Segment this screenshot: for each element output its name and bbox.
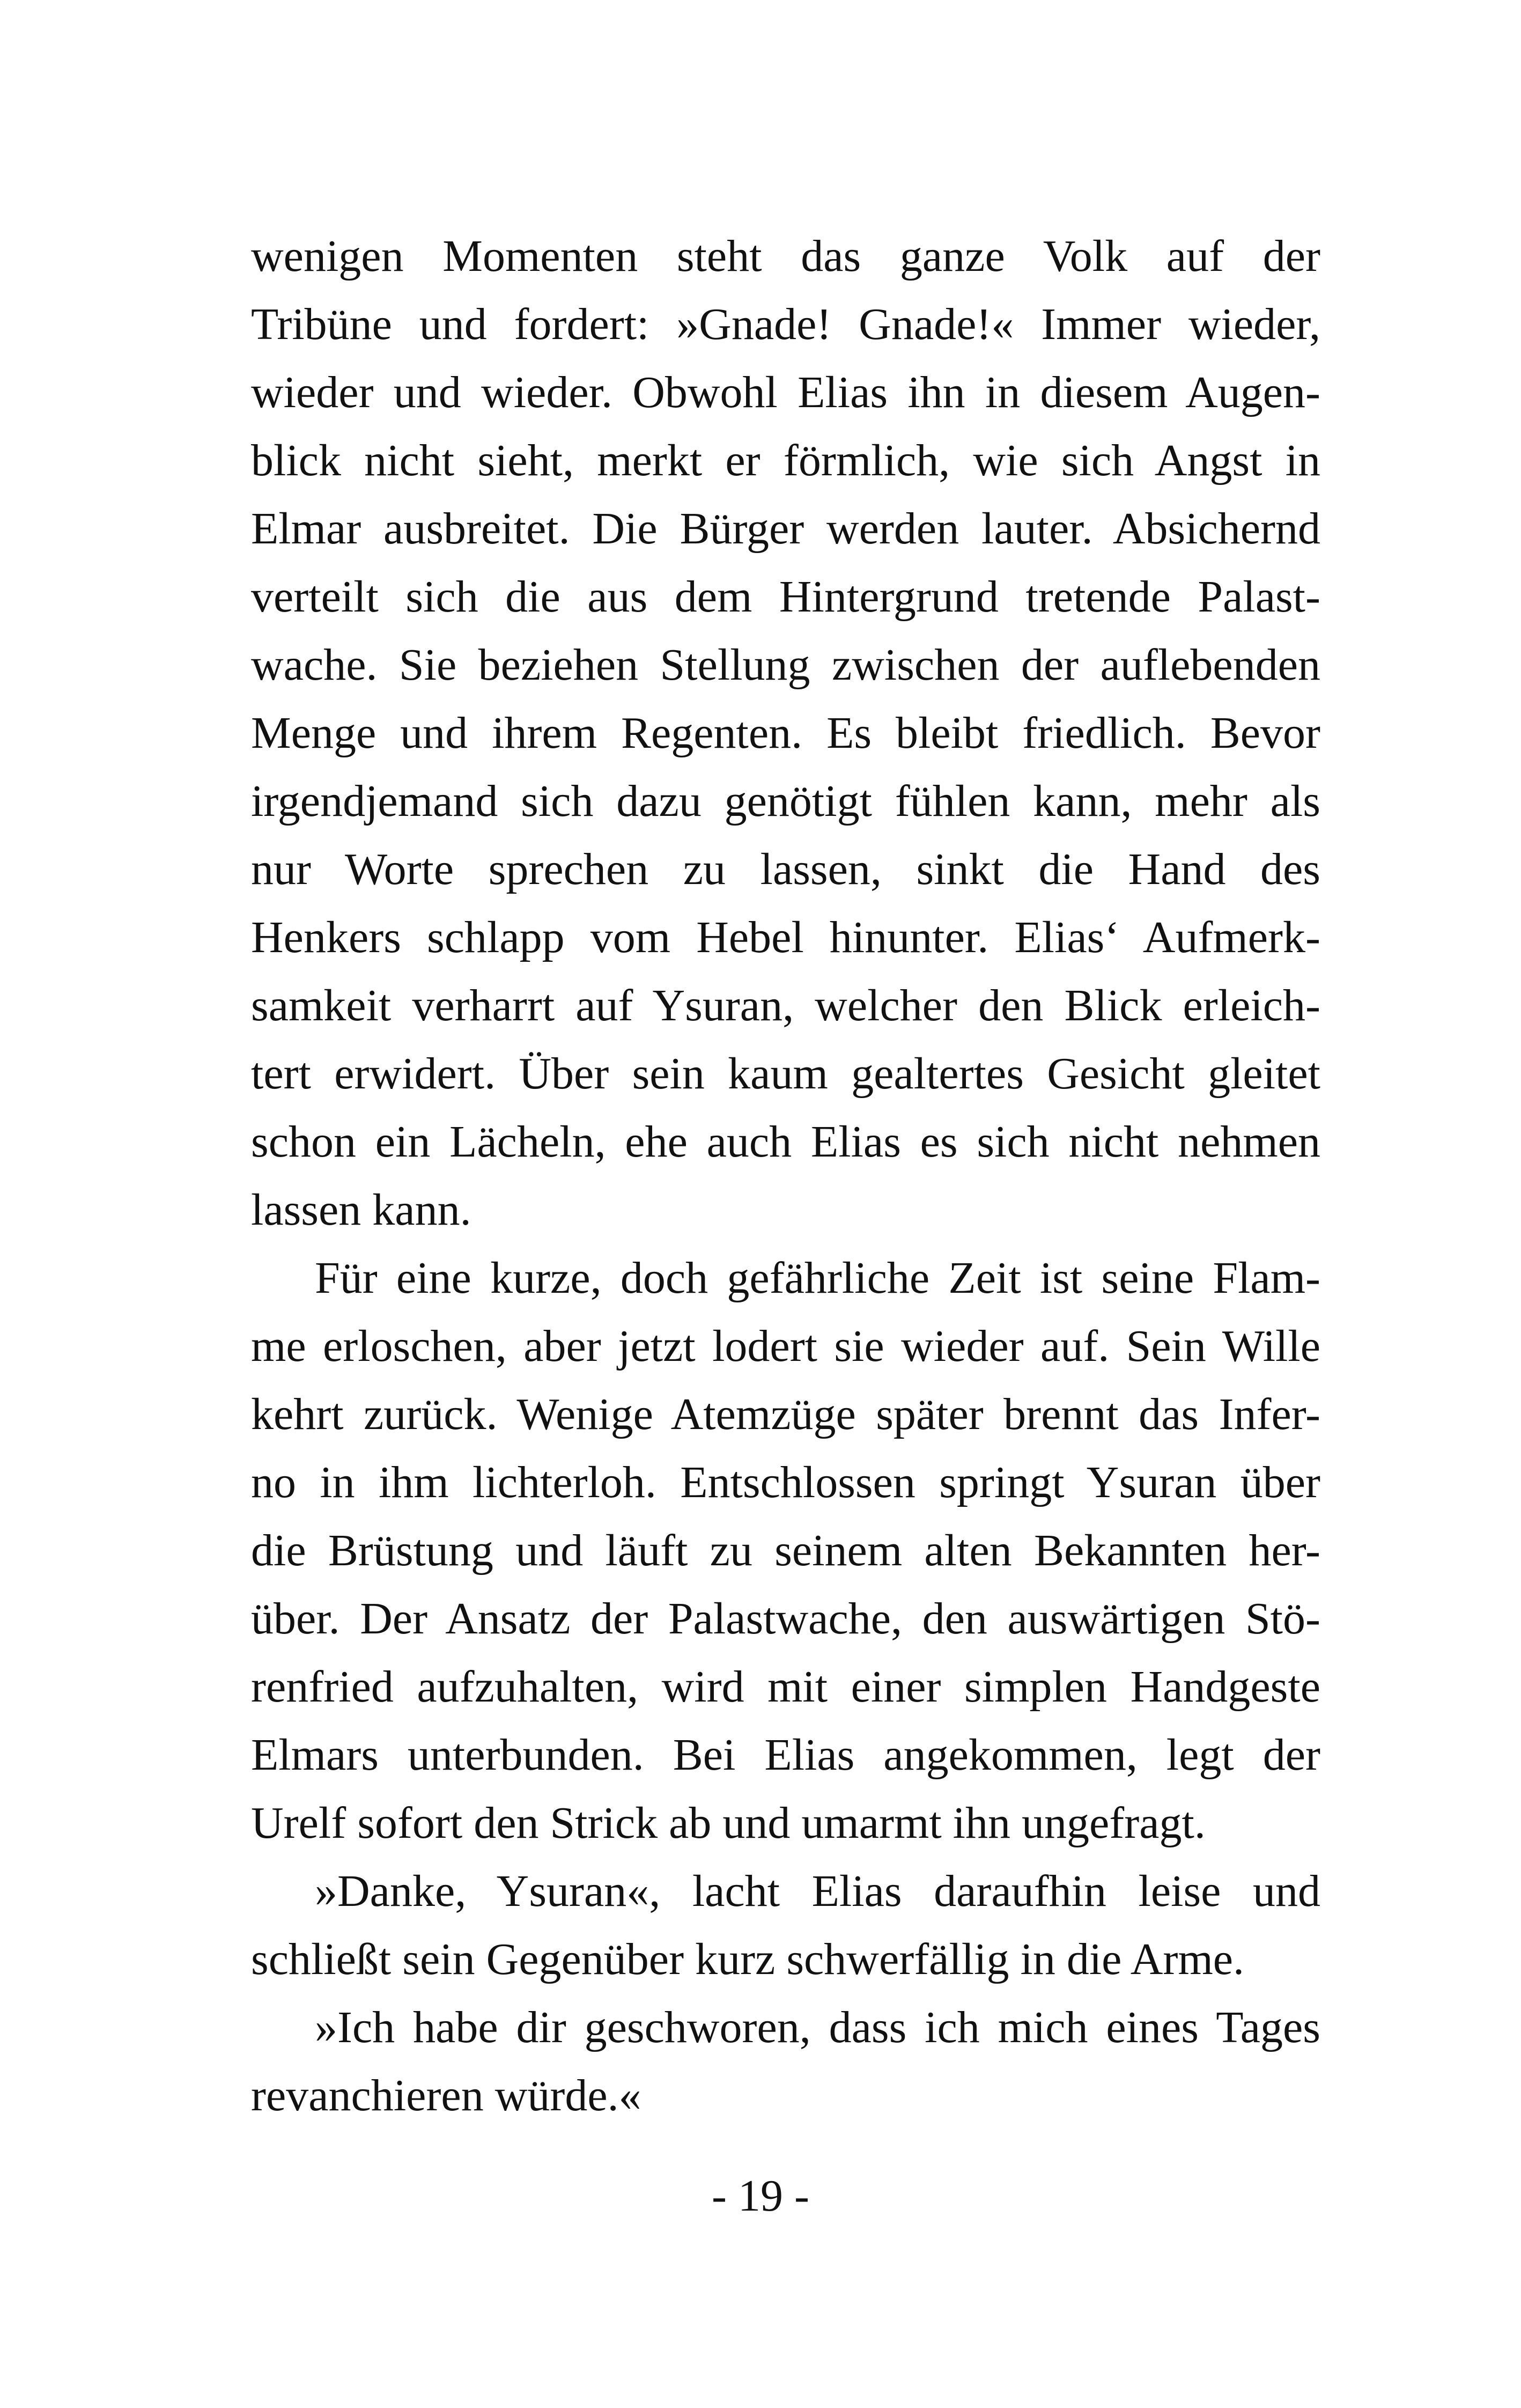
text-line: lassen kann. <box>251 1185 471 1235</box>
text-line: »Ich habe dir geschworen, dass ich mich eines Tages <box>315 2002 1320 2052</box>
paragraph <box>251 1244 1320 1857</box>
text-line: wieder und wieder. Obwohl Elias ihn in diesem Augen- <box>251 367 1320 417</box>
text-line: Elmars unterbunden. Bei Elias angekommen, legt der <box>251 1730 1320 1780</box>
text-line: über. Der Ansatz der Palastwache, den auswärtigen Stö- <box>251 1594 1320 1644</box>
text-line: samkeit verharrt auf Ysuran, welcher den Blick erleich- <box>251 981 1320 1030</box>
text-line: wache. Sie beziehen Stellung zwischen der auflebenden <box>251 640 1320 690</box>
text-line: blick nicht sieht, merkt er förmlich, wie sich Angst in <box>251 436 1320 485</box>
page-number: - 19 - <box>712 2171 809 2221</box>
text-line: Für eine kurze, doch gefährliche Zeit ist seine Flam- <box>315 1253 1320 1303</box>
text-line: schon ein Lächeln, ehe auch Elias es sich nicht nehmen <box>251 1117 1320 1167</box>
text-line: Menge und ihrem Regenten. Es bleibt friedlich. Bevor <box>251 708 1320 758</box>
text-line: »Danke, Ysuran«, lacht Elias daraufhin leise und <box>315 1866 1320 1916</box>
text-line: kehrt zurück. Wenige Atemzüge später brennt das Infer- <box>251 1389 1320 1439</box>
text-line: verteilt sich die aus dem Hintergrund tretende Palast- <box>251 572 1320 622</box>
text-line: me erloschen, aber jetzt lodert sie wieder auf. Sein Wille <box>251 1321 1320 1371</box>
paragraph <box>251 1993 1320 2130</box>
paragraph <box>251 222 1320 1244</box>
text-line: Henkers schlapp vom Hebel hinunter. Elias‘ Aufmerk- <box>251 912 1320 962</box>
text-line: nur Worte sprechen zu lassen, sinkt die Hand des <box>251 844 1320 894</box>
text-line: die Brüstung und läuft zu seinem alten Bekannten her- <box>251 1526 1320 1575</box>
paragraph <box>251 1857 1320 1993</box>
text-line: Elmar ausbreitet. Die Bürger werden lauter. Absichernd <box>251 504 1320 554</box>
text-line: Tribüne und fordert: »Gnade! Gnade!« Immer wieder, <box>251 299 1320 349</box>
text-line: renfried aufzuhalten, wird mit einer simplen Handgeste <box>251 1662 1320 1712</box>
text-line: tert erwidert. Über sein kaum gealtertes Gesicht gleitet <box>251 1049 1320 1099</box>
text-line: no in ihm lichterloh. Entschlossen springt Ysuran über <box>251 1457 1320 1507</box>
text-line: irgendjemand sich dazu genötigt fühlen kann, mehr als <box>251 776 1320 826</box>
text-line: schließt sein Gegenüber kurz schwerfällig in die Arme. <box>251 1934 1245 1984</box>
text-line: Urelf sofort den Strick ab und umarmt ihn ungefragt. <box>251 1798 1206 1848</box>
text-line: revanchieren würde.« <box>251 2071 641 2120</box>
page-body-text <box>251 222 1320 2130</box>
text-line: wenigen Momenten steht das ganze Volk auf der <box>251 231 1320 281</box>
